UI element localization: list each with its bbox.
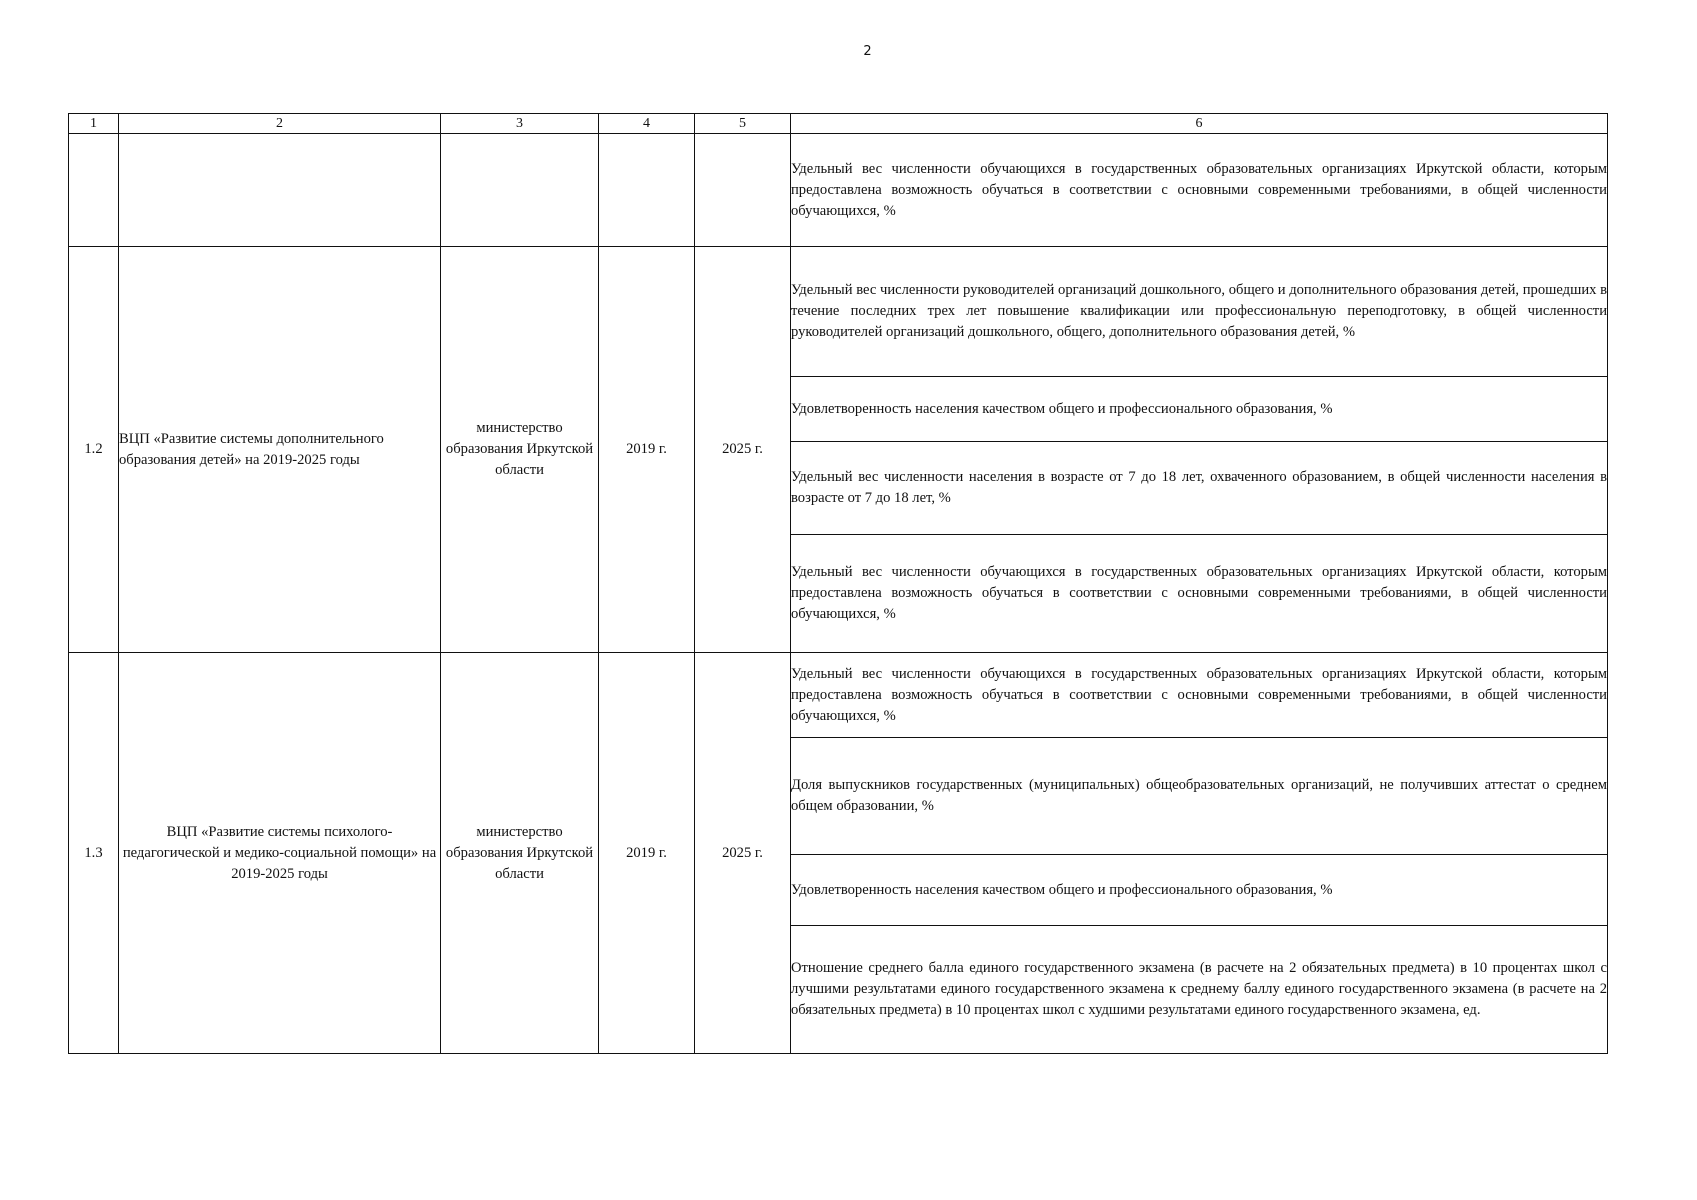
header-col-5: 5 xyxy=(695,114,791,134)
continuation-number-cell xyxy=(69,134,119,247)
end-year: 2025 г. xyxy=(695,653,791,1054)
header-col-1: 1 xyxy=(69,114,119,134)
table-row xyxy=(69,653,1608,738)
executor: министерство образования Иркутской области xyxy=(441,653,599,1054)
executor: министерство образования Иркутской области xyxy=(441,247,599,653)
row-number: 1.3 xyxy=(69,653,119,1054)
indicator: Удельный вес численности руководителей организаций дошкольного, общего и дополнительного образования детей, прошедших в течение последних трех лет повышение квалификации или профессиональную переподготовку, в общей численности руководителей организаций дошкольного, общего, дополнительного образования детей, % xyxy=(791,247,1608,377)
page-number: 2 xyxy=(863,44,872,59)
program-name: ВЦП «Развитие системы психолого-педагогической и медико-социальной помощи» на 2019-2025 годы xyxy=(119,653,441,1054)
header-row xyxy=(69,114,1608,134)
continuation-start-cell xyxy=(599,134,695,247)
header-col-3: 3 xyxy=(441,114,599,134)
continuation-indicator: Удельный вес численности обучающихся в государственных образовательных организациях Иркутской области, которым предоставлена возможность обучаться в соответствии с основными современными требованиями, в общей численности обучающихся, % xyxy=(791,134,1608,247)
indicator: Удельный вес численности обучающихся в государственных образовательных организациях Иркутской области, которым предоставлена возможность обучаться в соответствии с основными современными требованиями, в общей численности обучающихся, % xyxy=(791,653,1608,738)
row-number: 1.2 xyxy=(69,247,119,653)
program-table xyxy=(68,113,1608,1054)
indicator: Удельный вес численности обучающихся в государственных образовательных организациях Иркутской области, которым предоставлена возможность обучаться в соответствии с основными современными требованиями, в общей численности обучающихся, % xyxy=(791,535,1608,653)
header-col-6: 6 xyxy=(791,114,1608,134)
header-col-4: 4 xyxy=(599,114,695,134)
indicator: Доля выпускников государственных (муниципальных) общеобразовательных организаций, не получивших аттестат о среднем общем образовании, % xyxy=(791,738,1608,855)
indicator: Отношение среднего балла единого государственного экзамена (в расчете на 2 обязательных предмета) в 10 процентах школ с лучшими результатами единого государственного экзамена к среднему баллу единого государственного экзамена (в расчете на 2 обязательных предмета) в 10 процентах школ с худшими результатами единого государственного экзамена, ед. xyxy=(791,926,1608,1054)
start-year: 2019 г. xyxy=(599,653,695,1054)
table-row xyxy=(69,247,1608,377)
end-year: 2025 г. xyxy=(695,247,791,653)
indicator: Удовлетворенность населения качеством общего и профессионального образования, % xyxy=(791,377,1608,442)
continuation-program-cell xyxy=(119,134,441,247)
start-year: 2019 г. xyxy=(599,247,695,653)
continuation-executor-cell xyxy=(441,134,599,247)
continuation-row xyxy=(69,134,1608,247)
indicator: Удельный вес численности населения в возрасте от 7 до 18 лет, охваченного образованием, в общей численности населения в возрасте от 7 до 18 лет, % xyxy=(791,442,1608,535)
indicator: Удовлетворенность населения качеством общего и профессионального образования, % xyxy=(791,855,1608,926)
program-name: ВЦП «Развитие системы дополнительного образования детей» на 2019-2025 годы xyxy=(119,247,441,653)
header-col-2: 2 xyxy=(119,114,441,134)
continuation-end-cell xyxy=(695,134,791,247)
